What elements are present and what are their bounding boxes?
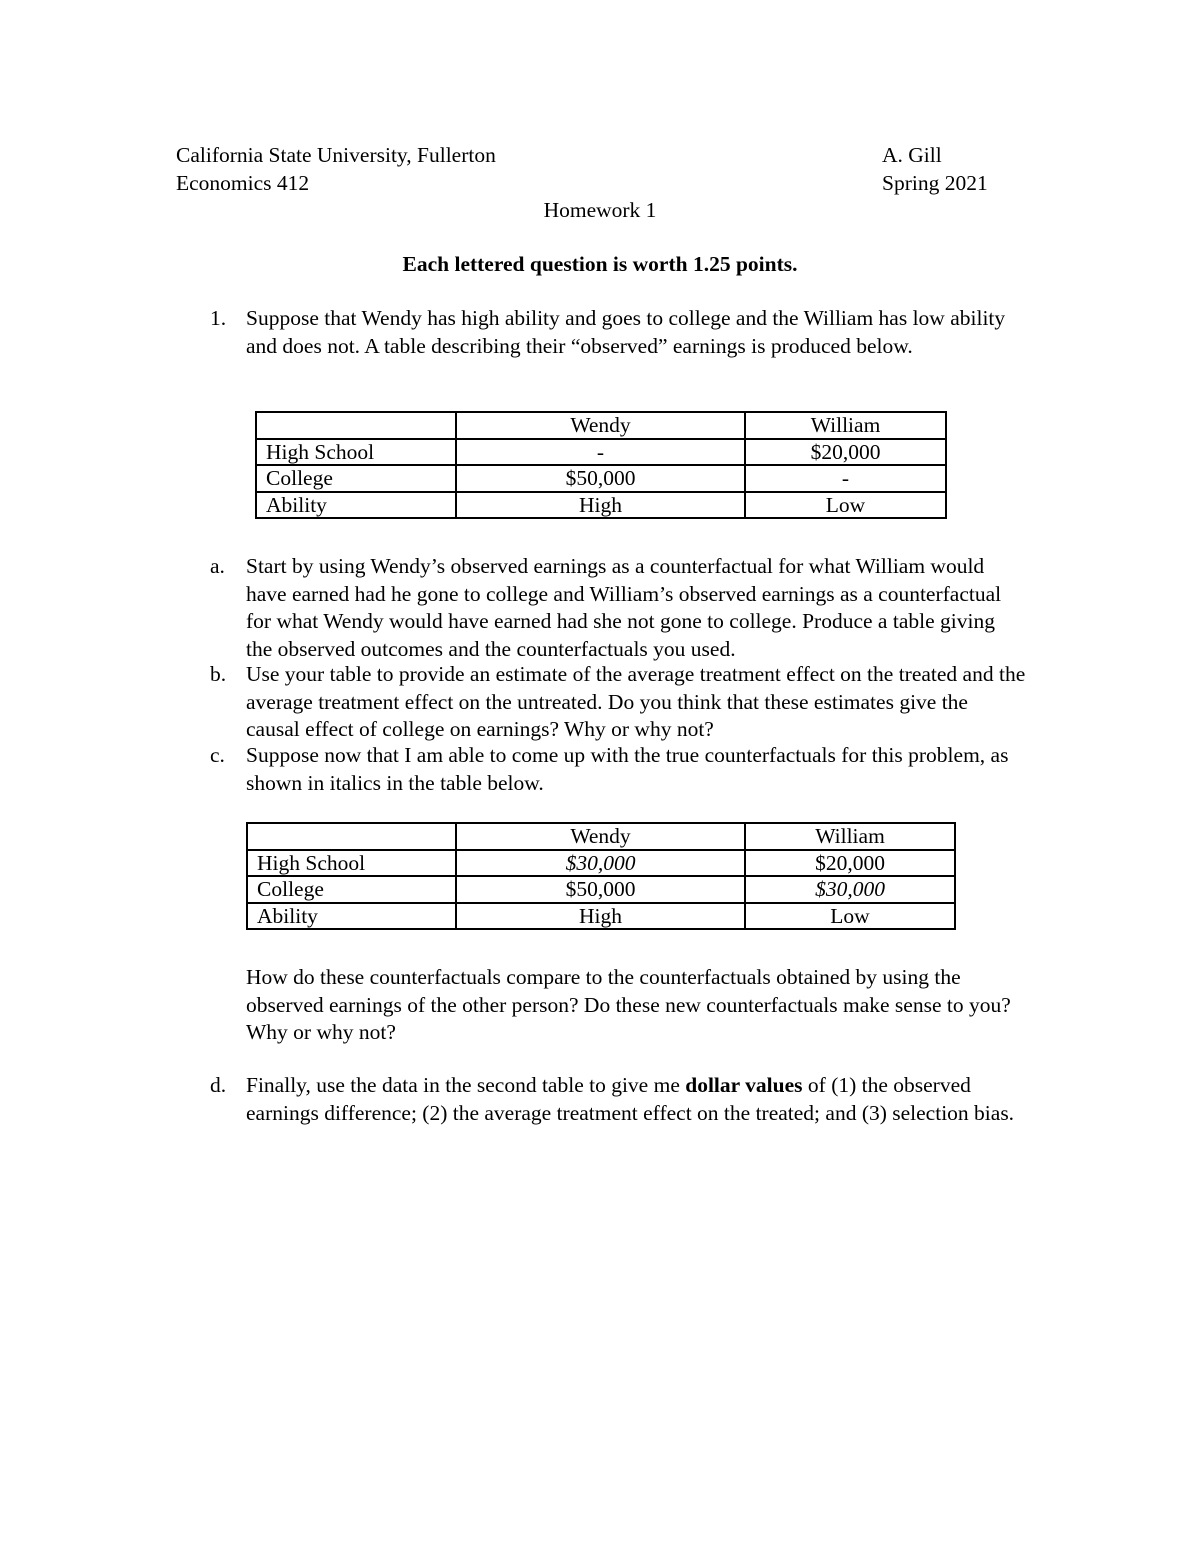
instructor-name: A. Gill	[882, 143, 942, 167]
table-row	[247, 903, 955, 930]
table-cell: -	[456, 439, 745, 466]
counterfactual-cell: $30,000	[456, 850, 745, 877]
header-left	[176, 142, 496, 197]
table-row	[256, 439, 946, 466]
table-cell: $50,000	[456, 465, 745, 492]
row-label: Ability	[256, 492, 456, 519]
table-cell: $20,000	[745, 850, 955, 877]
part-c-followup-text: How do these counterfactuals compare to the counterfactuals obtained by using the observed earnings of the other person? Do these new counterfactuals make sense to you? Why or why not?	[246, 965, 1011, 1044]
table-header-cell: Wendy	[456, 412, 745, 439]
part-d-text-after: of (1) the observed earnings difference; (2) the average treatment effect on the treated; and (3) selection bias.	[246, 1073, 1015, 1125]
header-right	[882, 142, 988, 197]
table-header-cell: William	[745, 823, 955, 850]
row-label: High School	[247, 850, 456, 877]
table-cell: High	[456, 903, 745, 930]
question-1-marker: 1.	[210, 306, 227, 330]
part-c-marker: c.	[210, 743, 225, 767]
part-d-marker: d.	[210, 1073, 227, 1097]
table-cell: Low	[745, 492, 946, 519]
table-cell: $20,000	[745, 439, 946, 466]
row-label: Ability	[247, 903, 456, 930]
part-b-marker: b.	[210, 662, 227, 686]
part-c-text: Suppose now that I am able to come up with the true counterfactuals for this problem, as shown in italics in the table below.	[246, 743, 1009, 795]
row-label: College	[256, 465, 456, 492]
table-header-cell: Wendy	[456, 823, 745, 850]
homework-title: Homework 1	[543, 198, 657, 222]
course-name: Economics 412	[176, 170, 310, 195]
table-cell: $50,000	[456, 876, 745, 903]
points-notice: Each lettered question is worth 1.25 points.	[402, 252, 798, 276]
true-counterfactuals-table	[246, 822, 956, 930]
table-row	[247, 850, 955, 877]
table-row	[247, 876, 955, 903]
table-header-row	[256, 412, 946, 439]
term: Spring 2021	[882, 170, 988, 195]
table-header-cell	[247, 823, 456, 850]
question-1-text: Suppose that Wendy has high ability and goes to college and the William has low ability and does not. A table describing their “observed” earnings is produced below.	[246, 306, 1006, 358]
table-header-cell: William	[745, 412, 946, 439]
row-label: College	[247, 876, 456, 903]
part-a-marker: a.	[210, 554, 225, 578]
table-cell: High	[456, 492, 745, 519]
observed-earnings-table	[255, 411, 947, 519]
university-name: California State University, Fullerton	[176, 143, 496, 167]
part-b-text: Use your table to provide an estimate of the average treatment effect on the treated and the average treatment effect on the untreated. Do you think that these estimates give the causal effect of college on earnings? Why or why not?	[246, 662, 1026, 741]
table-cell: -	[745, 465, 946, 492]
row-label: High School	[256, 439, 456, 466]
table-row	[256, 465, 946, 492]
table-header-row	[247, 823, 955, 850]
part-a-text: Start by using Wendy’s observed earnings as a counterfactual for what William would have earned had he gone to college and William’s observed earnings as a counterfactual for what Wendy would have earned had she not gone to college. Produce a table giving the observed outcomes and the counterfactuals you used.	[246, 554, 1002, 661]
table-row	[256, 492, 946, 519]
table-cell: Low	[745, 903, 955, 930]
part-d-text-before: Finally, use the data in the second table to give me	[246, 1073, 686, 1097]
dollar-values-emphasis: dollar values	[685, 1073, 803, 1097]
counterfactual-cell: $30,000	[745, 876, 955, 903]
table-header-cell	[256, 412, 456, 439]
part-d-text	[246, 1072, 1026, 1127]
